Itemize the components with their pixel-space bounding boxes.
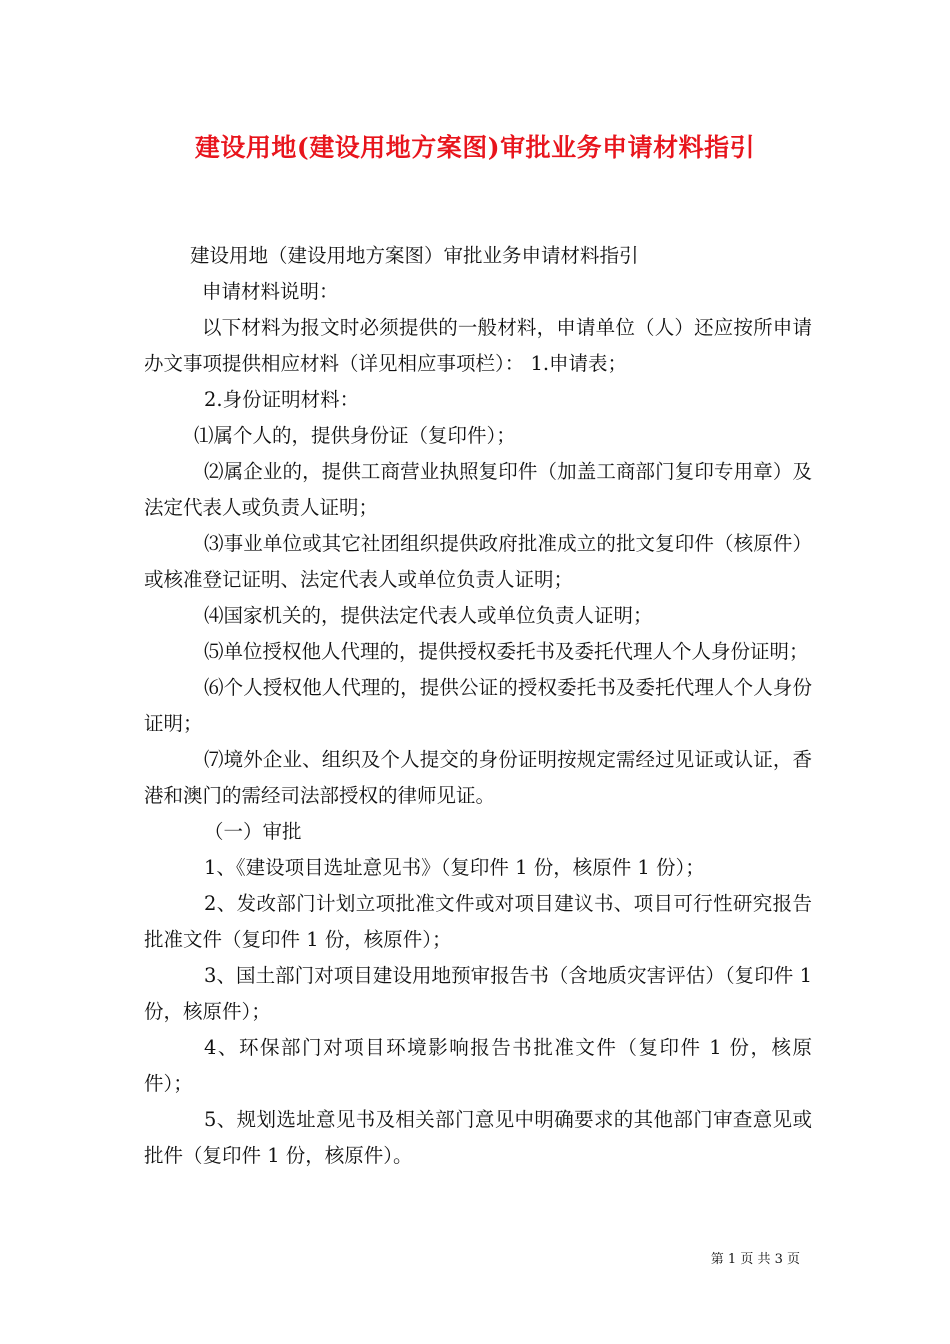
- page-number: 第 1 页 共 3 页: [710, 1252, 800, 1267]
- paragraph-materials-note: 申请材料说明：: [202, 280, 339, 303]
- list-item-institution: ⑶事业单位或其它社团组织提供政府批准成立的批文复印件（核原件）或核准登记证明、法定代表人或单位负责人证明；: [144, 532, 812, 591]
- list-item-unit-agent: ⑸单位授权他人代理的，提供授权委托书及委托代理人个人身份证明；: [204, 640, 809, 663]
- list-item-enterprise: ⑵属企业的，提供工商营业执照复印件（加盖工商部门复印专用章）及法定代表人或负责人证明；: [144, 460, 812, 519]
- list-item-personal-agent: ⑹个人授权他人代理的，提供公证的授权委托书及委托代理人个人身份证明；: [144, 676, 812, 735]
- document-title: 建设用地(建设用地方案图)审批业务申请材料指引: [194, 133, 756, 162]
- list-item-government: ⑷国家机关的，提供法定代表人或单位负责人证明；: [204, 604, 653, 627]
- paragraph-identity-materials: 2.身份证明材料：: [204, 388, 360, 411]
- paragraph-general-materials: 以下材料为报文时必须提供的一般材料，申请单位（人）还应按所申请办文事项提供相应材料（详见相应事项栏）： 1.申请表；: [144, 316, 812, 375]
- list-item-project-approval: 2、发改部门计划立项批准文件或对项目建议书、项目可行性研究报告批准文件（复印件 1 份，核原件）；: [144, 892, 812, 951]
- list-item-environment: 4、环保部门对项目环境影响报告书批准文件（复印件 1 份，核原件）；: [144, 1036, 812, 1095]
- list-item-land-preexamination: 3、国土部门对项目建设用地预审报告书（含地质灾害评估）（复印件 1 份，核原件）；: [144, 964, 812, 1023]
- document-body: [144, 238, 812, 1174]
- list-item-site-selection: 1、《建设项目选址意见书》（复印件 1 份，核原件 1 份）；: [204, 856, 705, 879]
- section-heading-approval: （一）审批: [204, 820, 302, 843]
- list-item-overseas: ⑺境外企业、组织及个人提交的身份证明按规定需经过见证或认证，香港和澳门的需经司法部授权的律师见证。: [144, 748, 812, 807]
- paragraph-heading: 建设用地（建设用地方案图）审批业务申请材料指引: [190, 244, 639, 267]
- list-item-individual: ⑴属个人的，提供身份证（复印件）；: [194, 424, 516, 447]
- list-item-other-opinions: 5、规划选址意见书及相关部门意见中明确要求的其他部门审查意见或批件（复印件 1 份，核原件）。: [144, 1108, 812, 1167]
